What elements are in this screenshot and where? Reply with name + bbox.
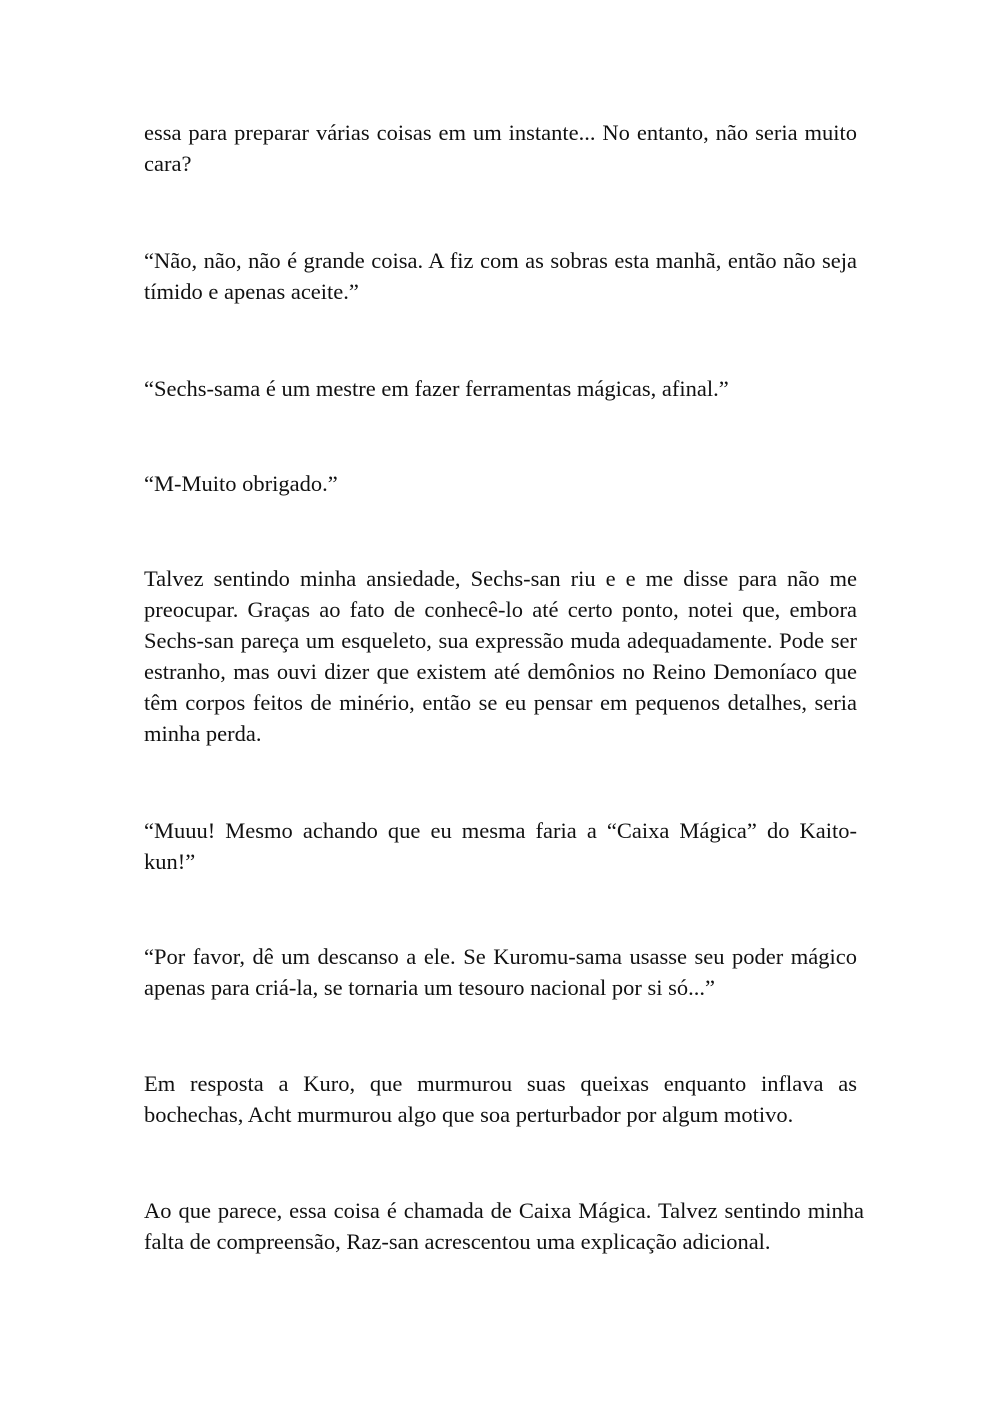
paragraph-3: “Sechs-sama é um mestre em fazer ferramentas mágicas, afinal.” <box>144 376 729 401</box>
paragraph-7: “Por favor, dê um descanso a ele. Se Kuromu-sama usasse seu poder mágico apenas para criá-la, se tornaria um tesouro nacional por si só...” <box>144 944 857 1000</box>
paragraph-5: Talvez sentindo minha ansiedade, Sechs-san riu e e me disse para não me preocupar. Graças ao fato de conhecê-lo até certo ponto, notei que, embora Sechs-san pareça um esqueleto, sua expressão muda adequadamente. Pode ser estranho, mas ouvi dizer que existem até demônios no Reino Demoníaco que têm corpos feitos de minério, então se eu pensar em pequenos detalhes, seria minha perda. <box>144 566 857 746</box>
paragraph-2: “Não, não, não é grande coisa. A fiz com as sobras esta manhã, então não seja tímido e apenas aceite.” <box>144 248 857 304</box>
paragraph-8: Em resposta a Kuro, que murmurou suas queixas enquanto inflava as bochechas, Acht murmurou algo que soa perturbador por algum motivo. <box>144 1071 857 1127</box>
paragraph-9: Ao que parece, essa coisa é chamada de Caixa Mágica. Talvez sentindo minha falta de compreensão, Raz-san acrescentou uma explicação adicional. <box>144 1198 864 1254</box>
paragraph-6: “Muuu! Mesmo achando que eu mesma faria a “Caixa Mágica” do Kaito-kun!” <box>144 818 857 874</box>
paragraph-1: essa para preparar várias coisas em um instante... No entanto, não seria muito cara? <box>144 120 857 176</box>
paragraph-4: “M-Muito obrigado.” <box>144 471 338 496</box>
